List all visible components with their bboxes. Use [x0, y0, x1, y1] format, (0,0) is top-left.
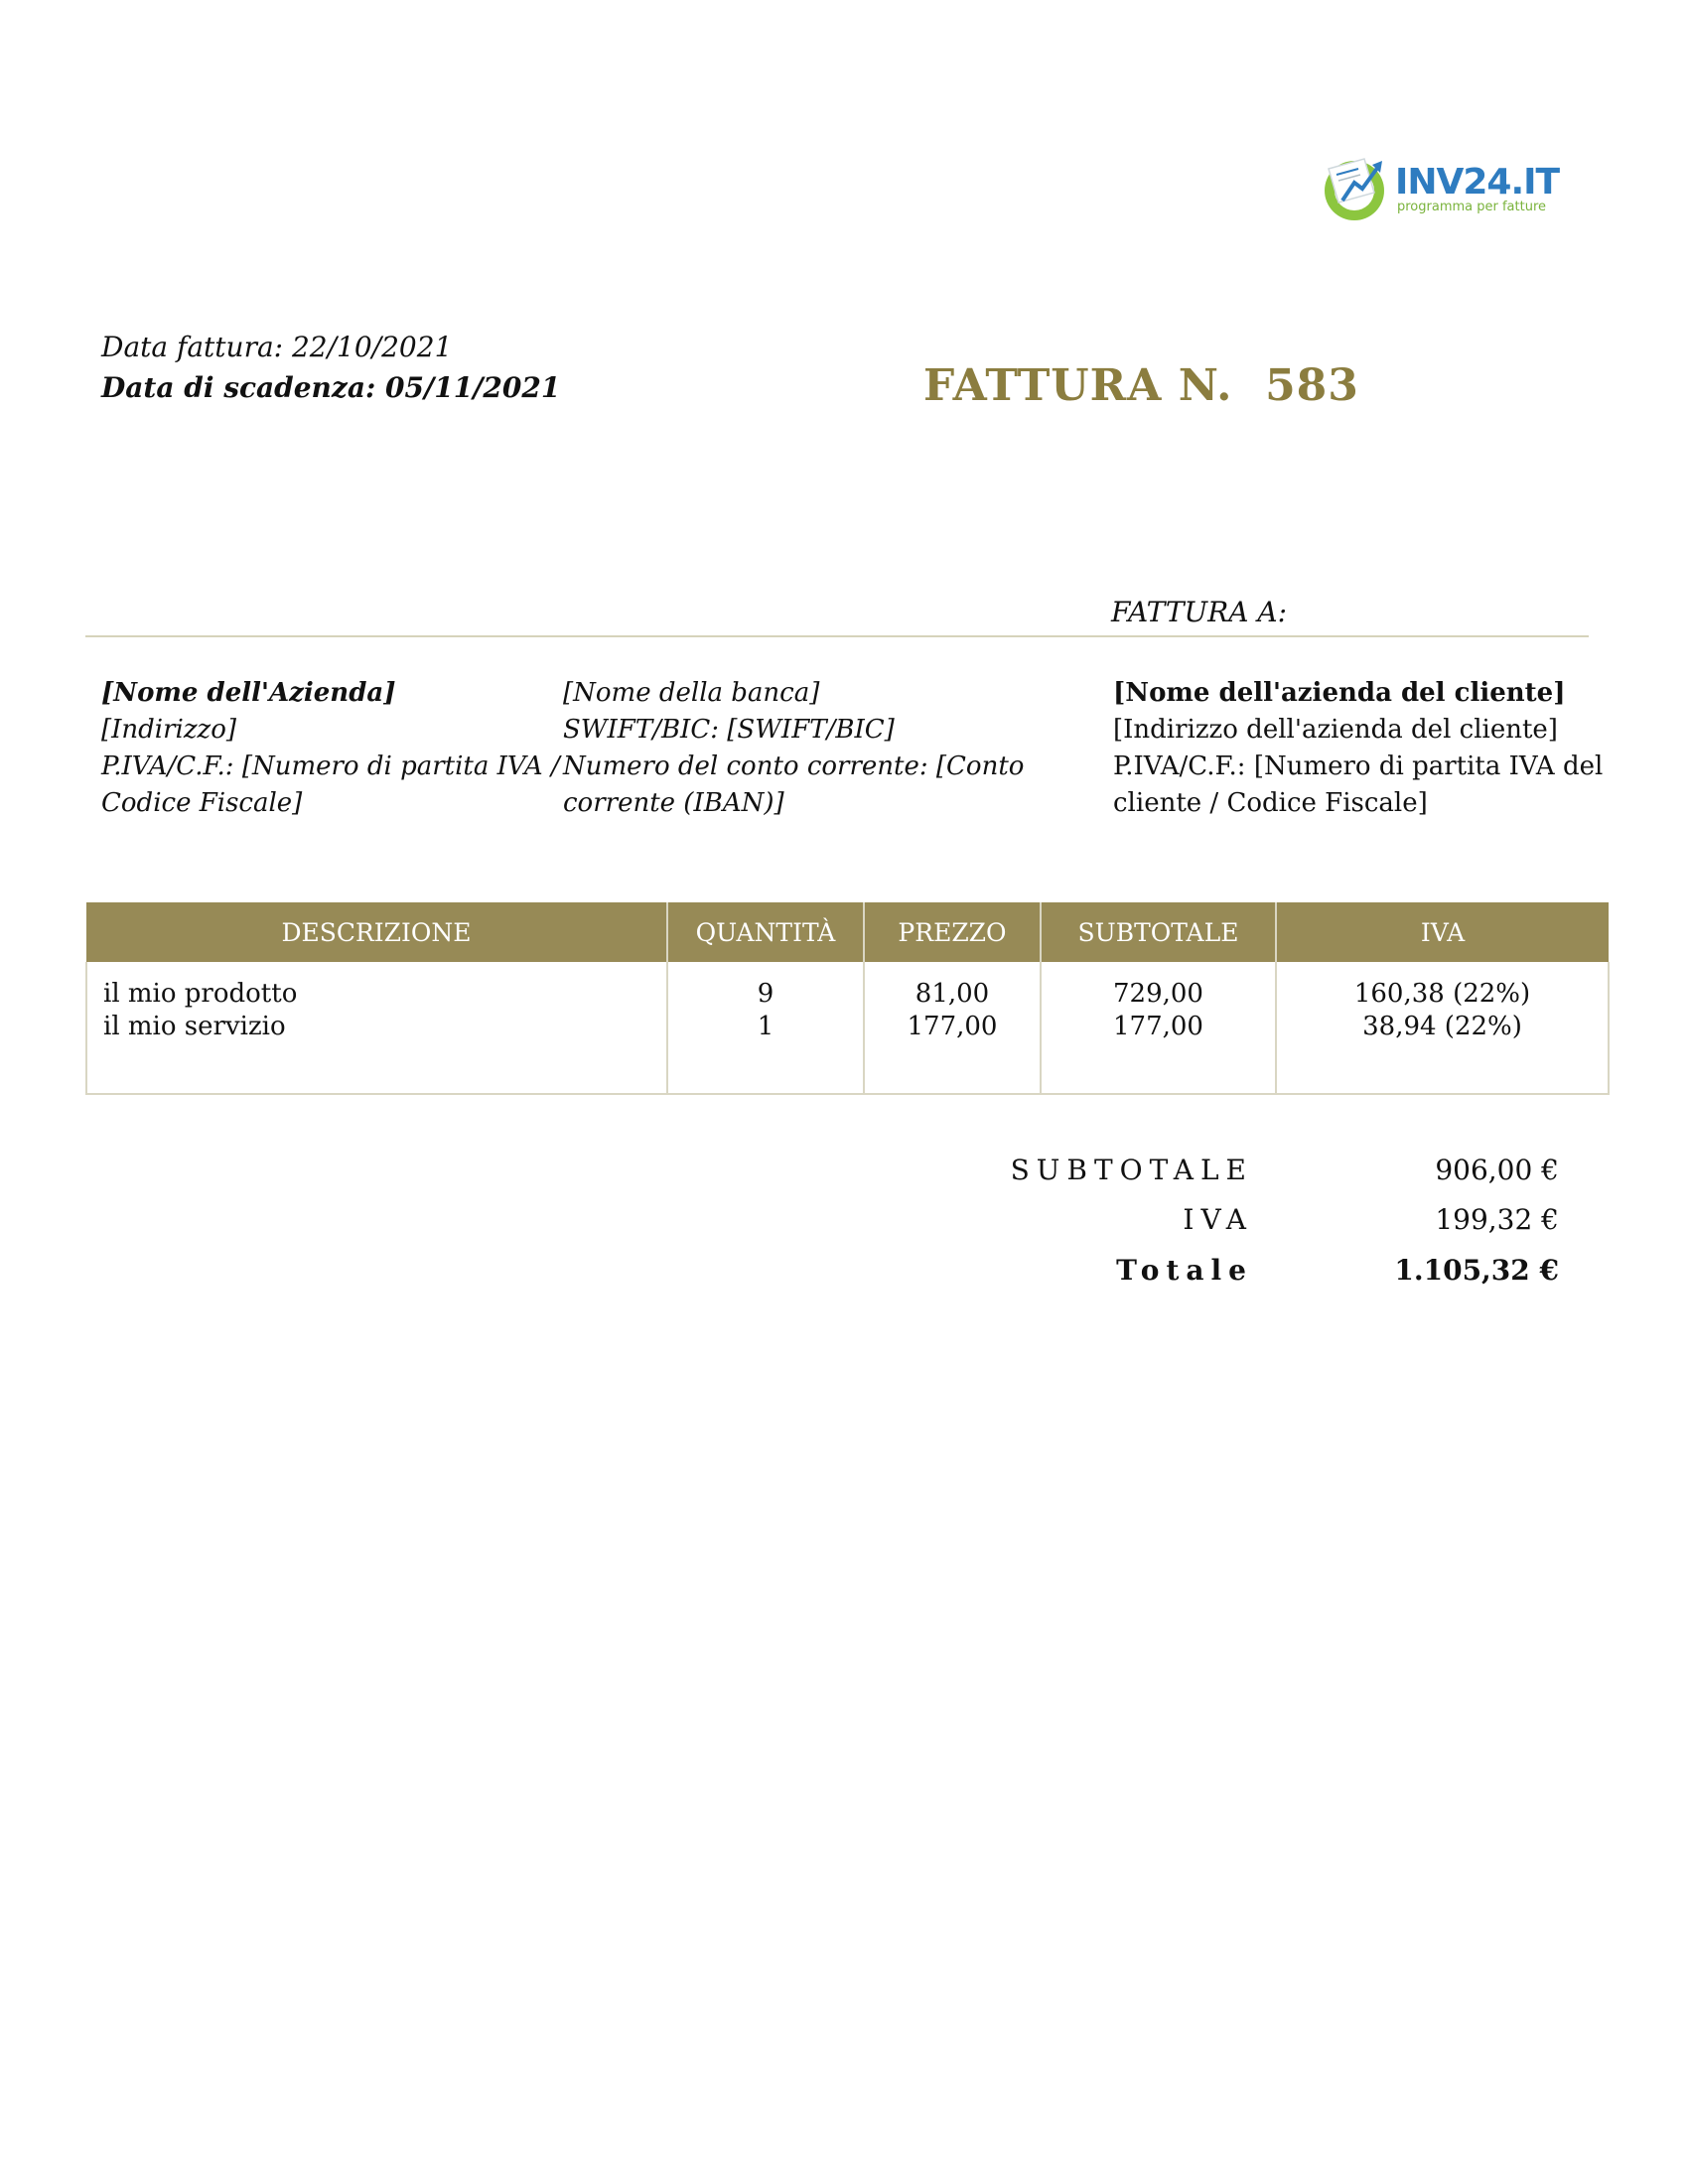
- cell-description: [86, 962, 667, 1094]
- bank-account-line2: corrente (IBAN)]: [563, 788, 784, 818]
- row-description: il mio prodotto: [103, 979, 298, 1009]
- bill-to-label: FATTURA A:: [1111, 596, 1288, 628]
- subtotal-value: 906,00 €: [1435, 1154, 1559, 1186]
- invoice-title: FATTURA N. 583: [923, 360, 1359, 411]
- row-subtotal: 729,00: [1113, 979, 1203, 1009]
- items-table: [85, 902, 1610, 1095]
- total-label: Totale: [1116, 1254, 1253, 1287]
- company-logo: [1321, 151, 1560, 230]
- bank-swift: SWIFT/BIC: [SWIFT/BIC]: [563, 715, 895, 745]
- row-quantity: 9: [757, 979, 774, 1009]
- cell-price: [864, 962, 1041, 1094]
- client-vat-line2: cliente / Codice Fiscale]: [1113, 788, 1428, 818]
- row-price: 177,00: [907, 1012, 998, 1041]
- client-name: [Nome dell'azienda del cliente]: [1113, 678, 1566, 708]
- company-address: [Indirizzo]: [101, 715, 237, 745]
- header-subtotal: SUBTOTALE: [1041, 902, 1276, 962]
- invoice-date: Data fattura: 22/10/2021: [101, 331, 453, 363]
- iva-value: 199,32 €: [1435, 1203, 1559, 1236]
- bank-info: [563, 675, 1024, 822]
- row-quantity: 1: [757, 1012, 774, 1041]
- logo-tagline: programma per fatture: [1397, 200, 1547, 214]
- row-price: 81,00: [914, 979, 990, 1009]
- section-divider: [85, 635, 1589, 637]
- header-quantity: QUANTITÀ: [667, 902, 864, 962]
- client-info: [1113, 675, 1603, 822]
- logo-brand-text: INV24.IT: [1395, 162, 1560, 203]
- row-iva: 38,94 (22%): [1362, 1012, 1522, 1041]
- table-row: [86, 962, 1609, 1094]
- total-value: 1.105,32 €: [1394, 1254, 1559, 1287]
- company-vat-line2: Codice Fiscale]: [101, 788, 303, 818]
- due-date: Data di scadenza: 05/11/2021: [101, 371, 561, 404]
- bank-account-line1: Numero del conto corrente: [Conto: [563, 751, 1025, 781]
- cell-iva: [1276, 962, 1609, 1094]
- cell-quantity: [667, 962, 864, 1094]
- row-subtotal: 177,00: [1113, 1012, 1203, 1041]
- logo-envelope-icon: [1321, 153, 1392, 224]
- client-vat-line1: P.IVA/C.F.: [Numero di partita IVA del: [1113, 751, 1604, 781]
- cell-subtotal: [1041, 962, 1276, 1094]
- row-description: il mio servizio: [103, 1012, 286, 1041]
- company-name: [Nome dell'Azienda]: [101, 678, 396, 708]
- subtotal-label: SUBTOTALE: [1010, 1154, 1253, 1186]
- table-header-row: [86, 902, 1609, 962]
- iva-label: IVA: [1183, 1203, 1253, 1236]
- company-vat-line1: P.IVA/C.F.: [Numero di partita IVA /: [101, 751, 560, 781]
- bank-name: [Nome della banca]: [563, 678, 820, 708]
- client-address: [Indirizzo dell'azienda del cliente]: [1113, 715, 1558, 745]
- header-iva: IVA: [1420, 917, 1466, 947]
- header-price: PREZZO: [864, 902, 1041, 962]
- row-iva: 160,38 (22%): [1353, 979, 1531, 1009]
- header-description: DESCRIZIONE: [86, 902, 667, 962]
- company-info: [101, 675, 560, 822]
